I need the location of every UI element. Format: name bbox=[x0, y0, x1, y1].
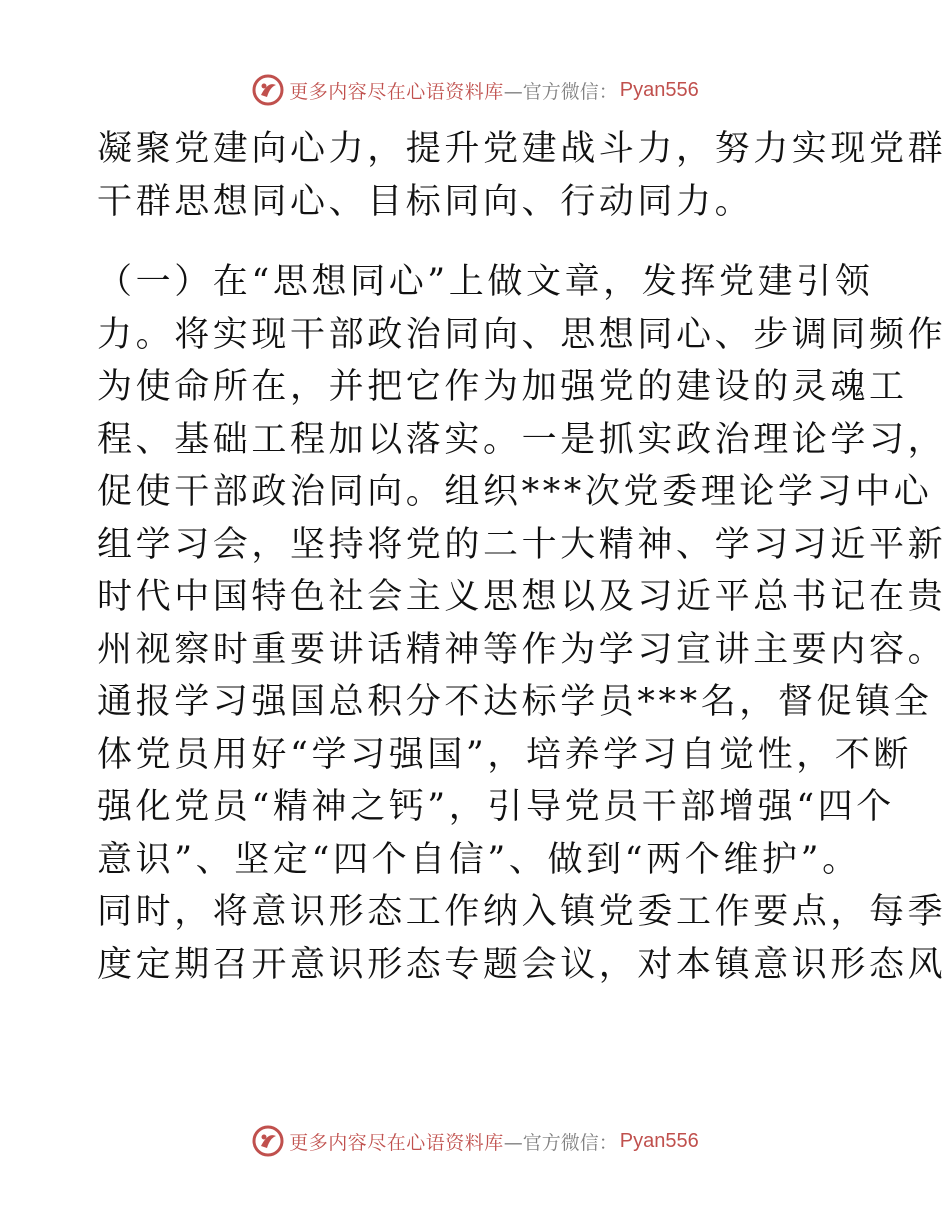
body-line: 组学习会，坚持将党的二十大精神、学习习近平新 bbox=[97, 524, 947, 565]
body-line: 时代中国特色社会主义思想以及习近平总书记在贵 bbox=[97, 577, 947, 617]
footer-wechat-id: Pyan556 bbox=[619, 1129, 699, 1152]
body-line: 程、基础工程加以落实。一是抓实政治理论学习， bbox=[97, 419, 947, 460]
body-line: 州视察时重要讲话精神等作为学习宣讲主要内容。 bbox=[97, 629, 947, 670]
header-banner bbox=[0, 70, 950, 110]
document-body bbox=[97, 123, 947, 991]
body-line: 干群思想同心、目标同向、行动同力。 bbox=[97, 181, 754, 222]
body-line: 为使命所在，并把它作为加强党的建设的灵魂工 bbox=[97, 367, 908, 407]
body-line: 凝聚党建向心力，提升党建战斗力，努力实现党群 bbox=[97, 129, 947, 169]
body-line: 力。将实现干部政治同向、思想同心、步调同频作 bbox=[97, 314, 947, 355]
body-line: （一）在“思想同心”上做文章，发挥党建引领 bbox=[97, 262, 874, 302]
body-line: 度定期召开意识形态专题会议，对本镇意识形态风 bbox=[97, 944, 947, 985]
header-wechat-label: —官方微信： bbox=[503, 80, 618, 103]
body-line: 体党员用好“学习强国”，培养学习自觉性，不断 bbox=[97, 734, 912, 775]
body-line: 强化党员“精神之钙”，引导党员干部增强“四个 bbox=[97, 787, 895, 827]
brand-logo-icon bbox=[251, 73, 285, 107]
footer-site-text: 更多内容尽在心语资料库 bbox=[289, 1131, 504, 1154]
body-line: 同时，将意识形态工作纳入镇党委工作要点，每季 bbox=[97, 892, 947, 932]
header-wechat-id: Pyan556 bbox=[619, 78, 699, 101]
body-line: 通报学习强国总积分不达标学员***名，督促镇全 bbox=[97, 682, 933, 722]
body-line: 促使干部政治同向。组织***次党委理论学习中心 bbox=[97, 472, 933, 512]
footer-banner bbox=[0, 1121, 950, 1161]
header-site-text: 更多内容尽在心语资料库 bbox=[289, 80, 504, 103]
footer-wechat-label: —官方微信： bbox=[503, 1131, 618, 1154]
body-line: 意识”、坚定“四个自信”、做到“两个维护”。 bbox=[97, 839, 861, 880]
brand-logo-icon bbox=[251, 1124, 285, 1158]
